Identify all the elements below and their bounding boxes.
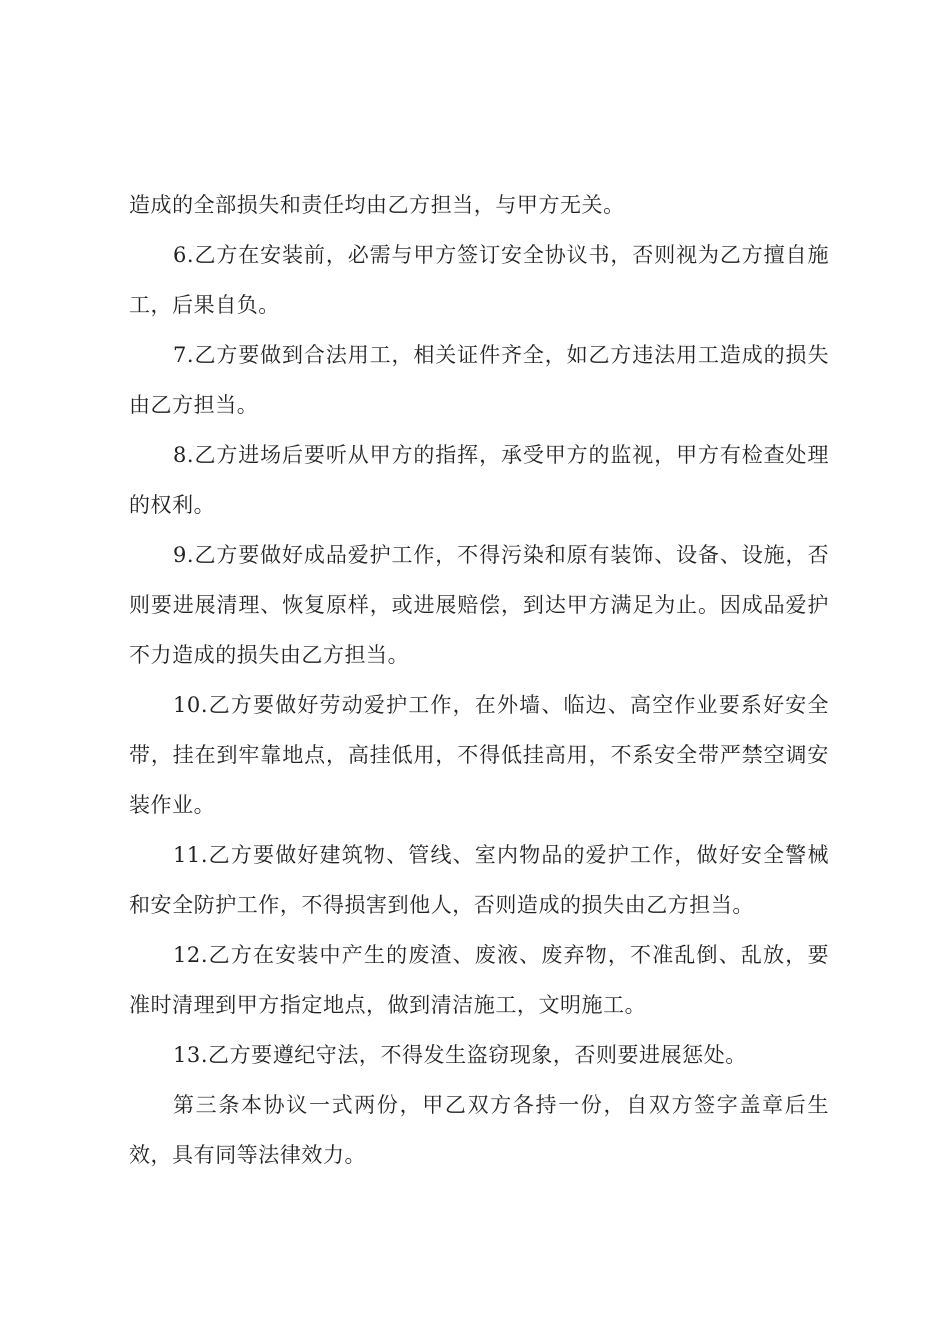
paragraph-clause-8: 8.乙方进场后要听从甲方的指挥，承受甲方的监视，甲方有检查处理的权利。 bbox=[129, 443, 829, 517]
document-body bbox=[129, 180, 829, 1180]
paragraph-clause-6: 6.乙方在安装前，必需与甲方签订安全协议书，否则视为乙方擅自施工，后果自负。 bbox=[129, 243, 829, 317]
paragraph-clause-13: 13.乙方要遵纪守法，不得发生盗窃现象，否则要进展惩处。 bbox=[173, 1043, 747, 1067]
paragraph-clause-10: 10.乙方要做好劳动爱护工作，在外墙、临边、高空作业要系好安全带，挂在到牢靠地点，高挂低用，不得低挂高用，不系安全带严禁空调安装作业。 bbox=[129, 693, 829, 817]
paragraph-clause-9: 9.乙方要做好成品爱护工作，不得污染和原有装饰、设备、设施，否则要进展清理、恢复原样，或进展赔偿，到达甲方满足为止。因成品爱护不力造成的损失由乙方担当。 bbox=[129, 543, 829, 667]
paragraph-clause-7: 7.乙方要做到合法用工，相关证件齐全，如乙方违法用工造成的损失由乙方担当。 bbox=[129, 343, 829, 417]
paragraph-continuation: 造成的全部损失和责任均由乙方担当，与甲方无关。 bbox=[129, 193, 625, 217]
paragraph-clause-11: 11.乙方要做好建筑物、管线、室内物品的爱护工作，做好安全警械和安全防护工作，不得损害到他人，否则造成的损失由乙方担当。 bbox=[129, 843, 829, 917]
paragraph-clause-12: 12.乙方在安装中产生的废渣、废液、废弃物，不准乱倒、乱放，要准时清理到甲方指定地点，做到清洁施工，文明施工。 bbox=[129, 943, 829, 1017]
paragraph-article-3: 第三条本协议一式两份，甲乙双方各持一份，自双方签字盖章后生效，具有同等法律效力。 bbox=[129, 1093, 829, 1167]
